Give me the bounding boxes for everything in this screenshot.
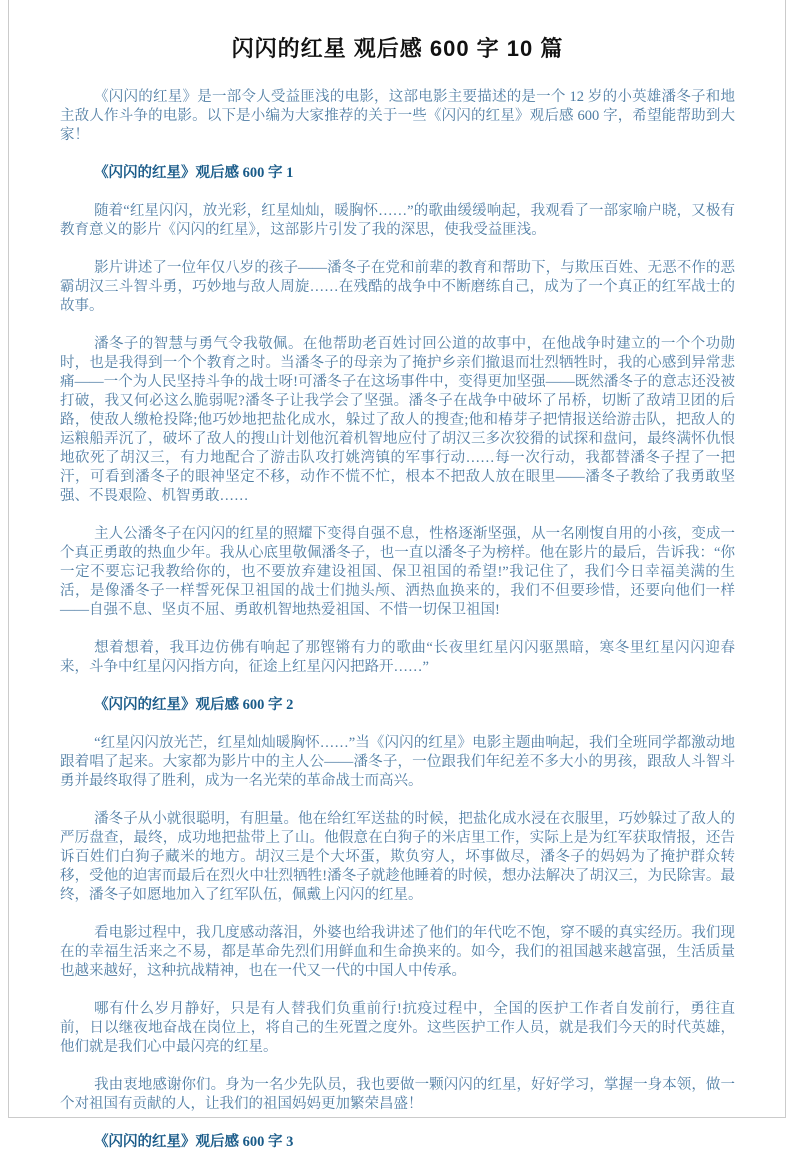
section-heading: 《闪闪的红星》观后感 600 字 3 [94, 1134, 294, 1150]
section-heading: 《闪闪的红星》观后感 600 字 1 [94, 165, 294, 181]
paragraph: 潘冬子的智慧与勇气令我敬佩。在他帮助老百姓讨回公道的故事中，在他战争时建立的一个个功勋时，也是我得到一个个教育之时。当潘冬子的母亲为了掩护乡亲们撤退而壮烈牺牲时，我的心感到异常悲痛——一个为人民坚持斗争的战士呀!可潘冬子在这场事件中，变得更加坚强——既然潘冬子的意志还没被打破，我又何必这么脆弱呢?潘冬子让我学会了坚强。潘冬子在战争中破坏了吊桥，切断了敌靖卫团的后路，使敌人缴枪投降;他巧妙地把盐化成水，躲过了敌人的搜查;他和椿芽子把情报送给游击队，把敌人的运粮船弄沉了，破坏了敌人的搜山计划他沉着机智地应付了胡汉三多次狡猾的试探和盘问，最终满怀仇恨地砍死了胡汉三，有力地配合了游击队攻打姚湾镇的军事行动……每一次行动，我都替潘冬子捏了一把汗，可看到潘冬子的眼神坚定不移，动作不慌不忙，根本不把敌人放在眼里——潘冬子教给了我勇敢坚强、不畏艰险、机智勇敢…… [60, 336, 735, 504]
paragraph: “红星闪闪放光芒，红星灿灿暖胸怀……”当《闪闪的红星》电影主题曲响起，我们全班同学都激动地跟着唱了起来。大家都为影片中的主人公——潘冬子，一位跟我们年纪差不多大小的男孩，跟敌人斗智斗勇并最终取得了胜利，成为一名光荣的革命战士而高兴。 [60, 735, 735, 789]
document-body [60, 88, 735, 1152]
paragraph: 潘冬子从小就很聪明，有胆量。他在给红军送盐的时候，把盐化成水浸在衣服里，巧妙躲过了敌人的严厉盘查，最终，成功地把盐带上了山。他假意在白狗子的米店里工作，实际上是为红军获取情报，还告诉百姓们白狗子藏米的地方。胡汉三是个大坏蛋，欺负穷人，坏事做尽，潘冬子的妈妈为了掩护群众转移，受他的迫害而最后在烈火中壮烈牺牲!潘冬子就趁他睡着的时候，想办法解决了胡汉三，为民除害。最终，潘冬子如愿地加入了红军队伍，佩戴上闪闪的红星。 [60, 811, 735, 903]
section-heading: 《闪闪的红星》观后感 600 字 2 [94, 697, 294, 713]
paragraph: 想着想着，我耳边仿佛有响起了那铿锵有力的歌曲“长夜里红星闪闪驱黑暗，寒冬里红星闪闪迎春来，斗争中红星闪闪指方向，征途上红星闪闪把路开……” [60, 640, 735, 675]
paragraph: 我由衷地感谢你们。身为一名少先队员，我也要做一颗闪闪的红星，好好学习，掌握一身本领，做一个对祖国有贡献的人，让我们的祖国妈妈更加繁荣昌盛！ [60, 1077, 735, 1112]
paragraph: 《闪闪的红星》是一部令人受益匪浅的电影，这部电影主要描述的是一个 12 岁的小英雄潘冬子和地主敌人作斗争的电影。以下是小编为大家推荐的关于一些《闪闪的红星》观后感 600 字，希望能帮助到大家！ [60, 89, 735, 143]
paragraph: 哪有什么岁月静好，只是有人替我们负重前行!抗疫过程中，全国的医护工作者自发前行，勇往直前，日以继夜地奋战在岗位上，将自己的生死置之度外。这些医护工作人员，就是我们今天的时代英雄，他们就是我们心中最闪亮的红星。 [60, 1001, 735, 1055]
page-title: 闪闪的红星 观后感 600 字 10 篇 [231, 36, 564, 61]
paragraph: 影片讲述了一位年仅八岁的孩子——潘冬子在党和前辈的教育和帮助下，与欺压百姓、无恶不作的恶霸胡汉三斗智斗勇，巧妙地与敌人周旋……在残酷的战争中不断磨练自己，成为了一个真正的红军战士的故事。 [60, 260, 735, 314]
paragraph: 主人公潘冬子在闪闪的红星的照耀下变得自强不息，性格逐渐坚强，从一名刚愎自用的小孩，变成一个真正勇敢的热血少年。我从心底里敬佩潘冬子，也一直以潘冬子为榜样。他在影片的最后，告诉我：“你一定不要忘记我教给你的，也不要放弃建设祖国、保卫祖国的希望!”我记住了，我们今日幸福美满的生活，是像潘冬子一样誓死保卫祖国的战士们抛头颅、洒热血换来的，我们不但要珍惜，还要向他们一样——自强不息、坚贞不屈、勇敢机智地热爱祖国、不惜一切保卫祖国! [60, 526, 735, 618]
paragraph: 随着“红星闪闪，放光彩，红星灿灿，暖胸怀……”的歌曲缓缓响起，我观看了一部家喻户晓，又极有教育意义的影片《闪闪的红星》，这部影片引发了我的深思，使我受益匪浅。 [60, 203, 735, 238]
paragraph: 看电影过程中，我几度感动落泪，外婆也给我讲述了他们的年代吃不饱，穿不暖的真实经历。我们现在的幸福生活来之不易，都是革命先烈们用鲜血和生命换来的。如今，我们的祖国越来越富强，生活质量也越来越好，这种抗战精神，也在一代又一代的中国人中传承。 [60, 925, 735, 979]
